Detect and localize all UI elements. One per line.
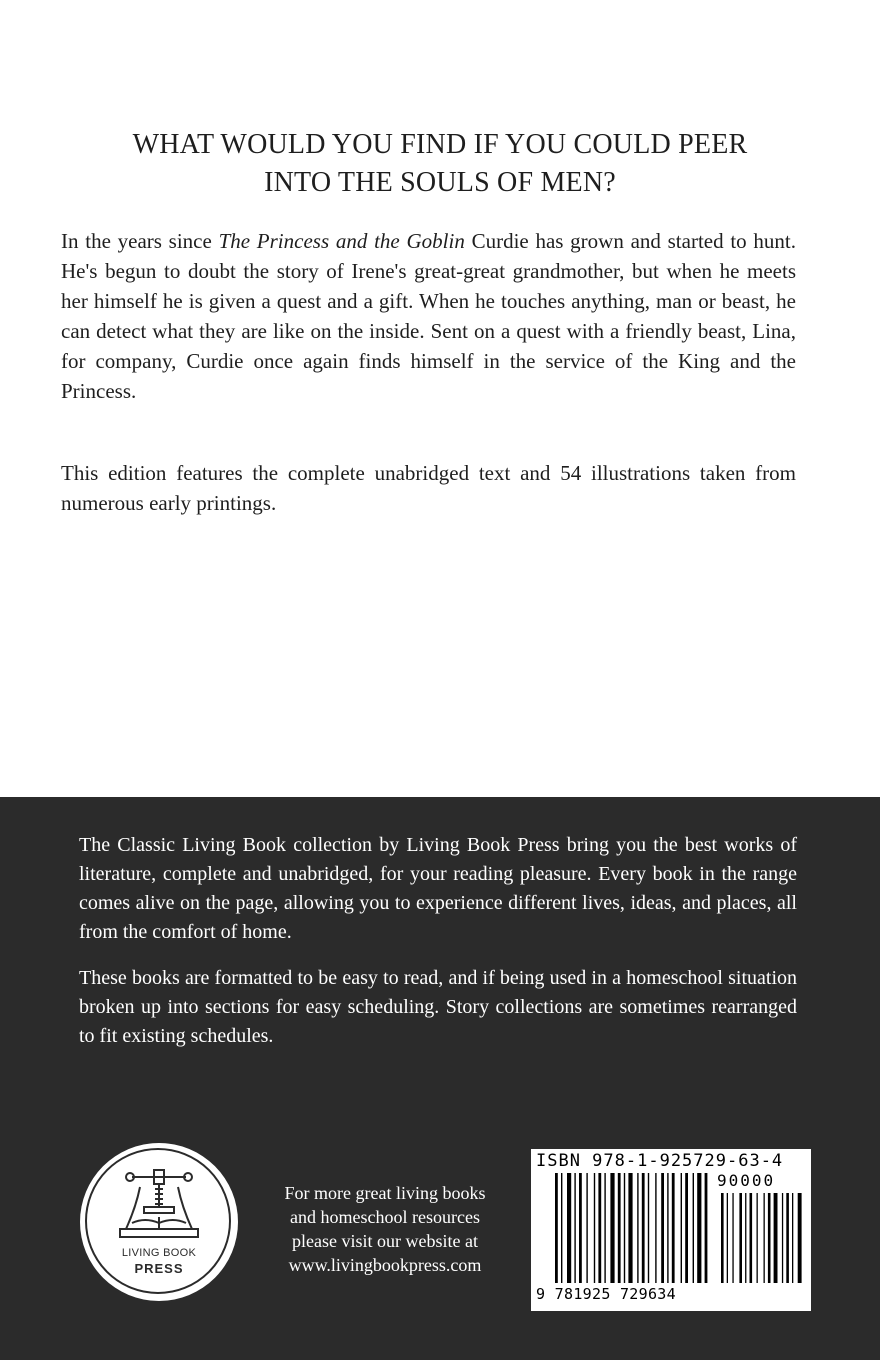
edition-note: This edition features the complete unabridged text and 54 illustrations taken from numerous early printings. [61, 461, 796, 515]
headline [40, 126, 840, 202]
barcode-bar [693, 1173, 694, 1283]
addon-bar [786, 1193, 789, 1283]
website-promo [254, 1181, 516, 1277]
headline-line-1: WHAT WOULD YOU FIND IF YOU COULD PEER [132, 129, 748, 160]
barcode-bar [594, 1173, 595, 1283]
blurb-lead: In the years since [61, 229, 219, 253]
addon-bar [727, 1193, 728, 1283]
addon-bar [739, 1193, 742, 1283]
blurb-rest: Curdie has grown and started to hunt. He's begun to doubt the story of Irene's great-great grandmother, but when he meets her himself he is given a quest and a gift. When he touches anything, man or beast, he can detect what they are like on the inside. Sent on a quest with a friendly beast, Lina, for company, Curdie once again finds himself in the service of the King and the Princess. [61, 229, 797, 403]
barcode-bar [672, 1173, 675, 1283]
barcode-bar [598, 1173, 601, 1283]
promo-line-2: and homeschool resources [290, 1207, 480, 1227]
barcode-bar [555, 1173, 558, 1283]
collection-description [79, 831, 797, 1068]
barcode-bar [655, 1173, 656, 1283]
addon-bar [782, 1193, 783, 1283]
barcode-bar [610, 1173, 614, 1283]
barcode-bar [685, 1173, 688, 1283]
price-addon-digits: 90000 [717, 1171, 776, 1190]
barcode-bar [681, 1173, 682, 1283]
headline-line-2: INTO THE SOULS OF MEN? [264, 167, 616, 198]
book-blurb [61, 226, 797, 515]
addon-bar [774, 1193, 778, 1283]
barcode-bar [604, 1173, 605, 1283]
blurb-paragraph [61, 226, 796, 406]
isbn-barcode-box [531, 1149, 811, 1311]
barcode-bar [705, 1173, 708, 1283]
barcode-digits: 9 781925 729634 [536, 1285, 676, 1303]
addon-bar [750, 1193, 753, 1283]
barcode-bar [624, 1173, 625, 1283]
addon-bar [732, 1193, 733, 1283]
addon-bar [721, 1193, 724, 1283]
addon-bar [798, 1193, 802, 1283]
barcode-bar [567, 1173, 571, 1283]
barcode-bar [618, 1173, 621, 1283]
barcode-bar [579, 1173, 582, 1283]
barcode-bar [661, 1173, 664, 1283]
book-press-icon [110, 1167, 208, 1247]
barcode-bar [667, 1173, 668, 1283]
barcode-bar [637, 1173, 638, 1283]
promo-line-1: For more great living books [284, 1183, 486, 1203]
barcode-bar [586, 1173, 587, 1283]
barcode-bar [561, 1173, 562, 1283]
barcode-bar [574, 1173, 575, 1283]
addon-bar [745, 1193, 746, 1283]
barcode-bar [697, 1173, 701, 1283]
addon-bar [792, 1193, 793, 1283]
promo-line-3: please visit our website at [292, 1231, 478, 1251]
publisher-logo [80, 1143, 238, 1301]
about-paragraph-1: The Classic Living Book collection by Living Book Press bring you the best works of literature, complete and unabridged, for your reading pleasure. Every book in the range comes alive on the page, allowing you to experience different lives, ideas, and places, all from the comfort of home. [79, 834, 797, 943]
barcode-bar [628, 1173, 632, 1283]
website-url[interactable]: www.livingbookpress.com [288, 1255, 482, 1275]
isbn-label: ISBN 978-1-925729-63-4 [536, 1151, 784, 1171]
about-paragraph-2: These books are formatted to be easy to read, and if being used in a homeschool situation broken up into sections for easy scheduling. Story collections are sometimes rearranged to fit existing schedules. [79, 967, 797, 1047]
addon-bar [768, 1193, 771, 1283]
publisher-panel [0, 797, 880, 1360]
barcode-bar [648, 1173, 649, 1283]
logo-text-line-1: LIVING BOOK [121, 1247, 197, 1259]
logo-text-line-2: PRESS [134, 1261, 184, 1276]
addon-bar [757, 1193, 758, 1283]
blurb-title-italic: The Princess and the Goblin [218, 229, 465, 253]
addon-bar [764, 1193, 765, 1283]
barcode-bar [642, 1173, 645, 1283]
